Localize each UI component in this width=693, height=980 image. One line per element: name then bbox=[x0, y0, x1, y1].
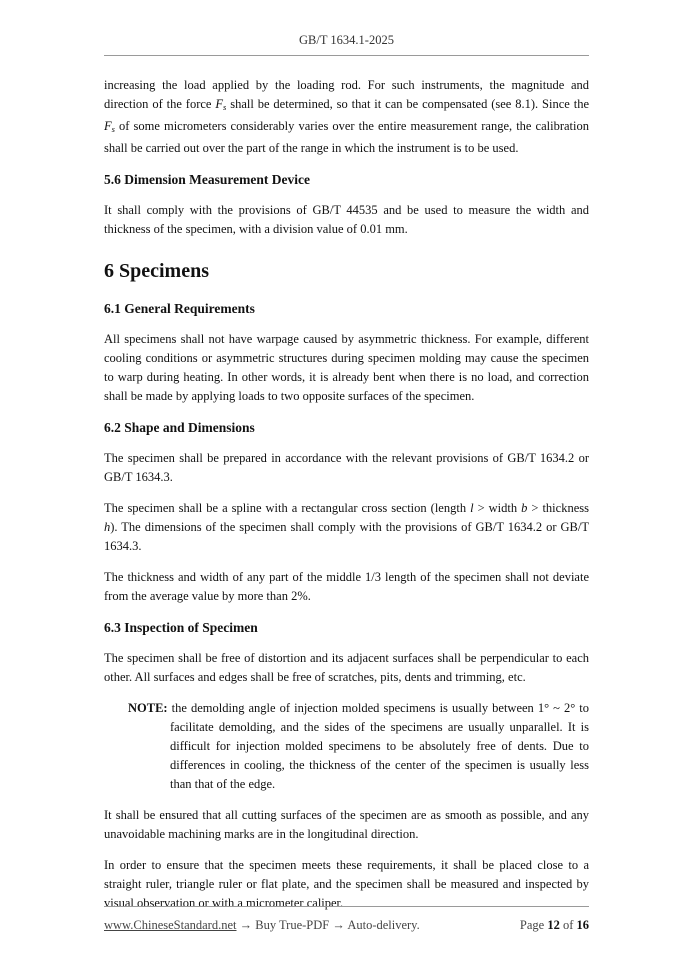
page-number: 12 bbox=[547, 918, 560, 932]
force-symbol: F bbox=[215, 97, 224, 111]
paragraph-6-1: All specimens shall not have warpage caused by asymmetric thickness. For example, different cooling conditions or asymmetric structures during specimen molding may cause the specimen to warp during heating. In other words, it is already bent when there is no load, and correction shall be made by applying loads to two opposite surfaces of the specimen. bbox=[104, 332, 589, 403]
arrow-icon: → bbox=[236, 918, 256, 932]
force-subscript-2: s bbox=[111, 124, 115, 134]
force-subscript: s bbox=[223, 102, 227, 112]
p622-text-b: > width bbox=[473, 501, 522, 515]
of-label: of bbox=[559, 918, 577, 932]
header-divider bbox=[104, 55, 589, 56]
width-symbol: b bbox=[521, 501, 528, 515]
page-total: 16 bbox=[576, 918, 589, 932]
thickness-symbol: h bbox=[104, 520, 111, 534]
paragraph-6-3-2: It shall be ensured that all cutting surfaces of the specimen are as smooth as possible, and any unavoidable machining marks are in the longitudinal direction. bbox=[104, 808, 589, 841]
paragraph-6-2-2 bbox=[104, 499, 589, 556]
footer-left bbox=[104, 918, 420, 933]
note-text: the demolding angle of injection molded specimens is usually between 1° ~ 2° to facilitate demolding, and the sides of the specimens are usually unparallel. It is difficult for injection molded specimens to be absolutely free of dents. Due to differences in cooling, the thickness of the center of the specimen is usually less than that of the edge. bbox=[167, 701, 589, 791]
buy-text: Buy True-PDF bbox=[255, 918, 330, 932]
heading-5-6: 5.6 Dimension Measurement Device bbox=[104, 172, 310, 187]
site-link[interactable]: www.ChineseStandard.net bbox=[104, 918, 237, 932]
page-label: Page bbox=[519, 918, 548, 932]
heading-6-3: 6.3 Inspection of Specimen bbox=[104, 620, 258, 635]
paragraph-5-6: It shall comply with the provisions of GB/T 44535 and be used to measure the width and thickness of the specimen, with a division value of 0.01 mm. bbox=[104, 203, 589, 236]
footer-divider bbox=[104, 906, 589, 907]
intro-text-2: shall be determined, so that it can be compensated (see 8.1). Since the bbox=[226, 97, 589, 111]
note-6-3 bbox=[104, 699, 589, 794]
p622-text-d: ). The dimensions of the specimen shall comply with the provisions of GB/T 1634.2 or GB/T 1634.3. bbox=[104, 520, 589, 553]
paragraph-6-2-3: The thickness and width of any part of the middle 1/3 length of the specimen shall not deviate from the average value by more than 2%. bbox=[104, 570, 589, 603]
paragraph-6-3-1: The specimen shall be free of distortion and its adjacent surfaces shall be perpendicular to each other. All surfaces and edges shall be free of scratches, pits, dents and trimming, etc. bbox=[104, 651, 589, 684]
p622-text-a: The specimen shall be a spline with a rectangular cross section (length bbox=[104, 501, 471, 515]
heading-6-2: 6.2 Shape and Dimensions bbox=[104, 420, 255, 435]
note-label: NOTE: bbox=[128, 701, 168, 715]
length-symbol: l bbox=[470, 501, 474, 515]
p622-text-c: > thickness bbox=[527, 501, 589, 515]
intro-paragraph bbox=[104, 76, 589, 158]
delivery-text: Auto-delivery. bbox=[347, 918, 420, 932]
heading-6: 6 Specimens bbox=[104, 260, 209, 282]
document-body bbox=[104, 76, 589, 913]
intro-text-1: increasing the load applied by the loading rod. For such instruments, the magnitude and direction of the force bbox=[104, 78, 589, 111]
page-header-title: GB/T 1634.1-2025 bbox=[299, 33, 394, 47]
heading-6-1: 6.1 General Requirements bbox=[104, 301, 255, 316]
paragraph-6-3-3: In order to ensure that the specimen meets these requirements, it shall be placed close to a straight ruler, triangle ruler or flat plate, and the specimen shall be measured and inspected by visual observation or with a micrometer caliper. bbox=[104, 858, 589, 910]
page-indicator bbox=[520, 918, 589, 933]
force-symbol-2: F bbox=[104, 119, 112, 133]
arrow-icon-2: → bbox=[329, 918, 348, 932]
paragraph-6-2-1: The specimen shall be prepared in accordance with the relevant provisions of GB/T 1634.2 or GB/T 1634.3. bbox=[104, 451, 589, 484]
intro-text-3: of some micrometers considerably varies over the entire measurement range, the calibration shall be carried out over the part of the range in which the instrument is to be used. bbox=[104, 119, 589, 155]
